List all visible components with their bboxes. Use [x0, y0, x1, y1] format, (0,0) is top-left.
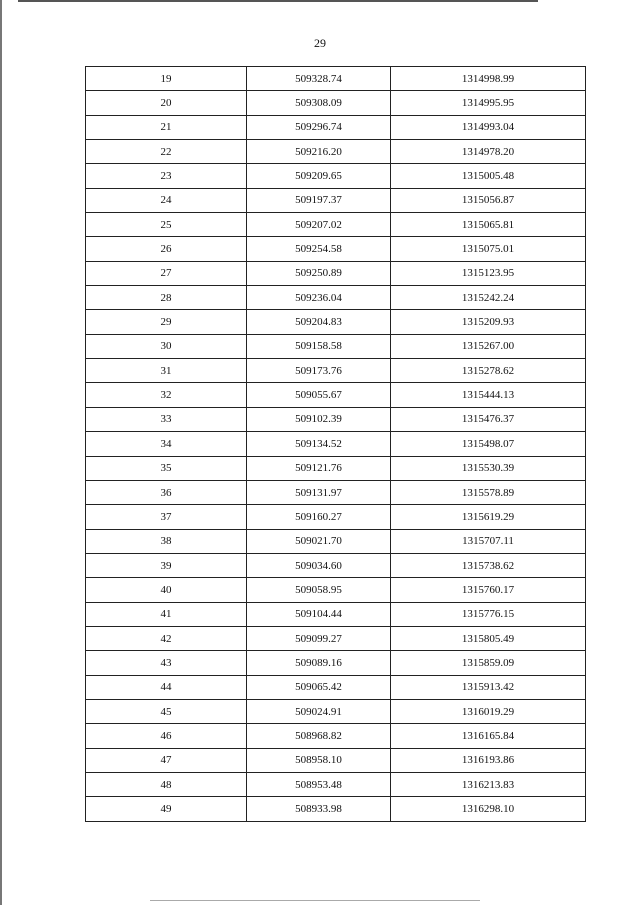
y-coordinate-cell: 1315476.37: [391, 407, 586, 431]
y-coordinate-cell: 1315242.24: [391, 286, 586, 310]
x-coordinate-cell: 509250.89: [247, 261, 391, 285]
table-row: [86, 164, 586, 188]
x-coordinate-cell: 509254.58: [247, 237, 391, 261]
point-number-cell: 46: [86, 724, 247, 748]
x-coordinate-cell: 509207.02: [247, 213, 391, 237]
point-number-cell: 22: [86, 140, 247, 164]
point-number-cell: 19: [86, 67, 247, 91]
x-coordinate-cell: 509024.91: [247, 699, 391, 723]
table-row: [86, 115, 586, 139]
x-coordinate-cell: 508953.48: [247, 772, 391, 796]
table-row: [86, 797, 586, 822]
scan-edge-left: [0, 0, 2, 905]
table-row: [86, 237, 586, 261]
x-coordinate-cell: 509121.76: [247, 456, 391, 480]
y-coordinate-cell: 1315444.13: [391, 383, 586, 407]
x-coordinate-cell: 509021.70: [247, 529, 391, 553]
table-row: [86, 334, 586, 358]
x-coordinate-cell: 509089.16: [247, 651, 391, 675]
point-number-cell: 47: [86, 748, 247, 772]
point-number-cell: 24: [86, 188, 247, 212]
scan-edge-bottom: [150, 900, 480, 901]
y-coordinate-cell: 1315065.81: [391, 213, 586, 237]
x-coordinate-cell: 509131.97: [247, 480, 391, 504]
point-number-cell: 29: [86, 310, 247, 334]
table-row: [86, 359, 586, 383]
x-coordinate-cell: 508968.82: [247, 724, 391, 748]
point-number-cell: 23: [86, 164, 247, 188]
point-number-cell: 38: [86, 529, 247, 553]
x-coordinate-cell: 509160.27: [247, 505, 391, 529]
point-number-cell: 41: [86, 602, 247, 626]
y-coordinate-cell: 1314978.20: [391, 140, 586, 164]
y-coordinate-cell: 1316298.10: [391, 797, 586, 822]
point-number-cell: 31: [86, 359, 247, 383]
y-coordinate-cell: 1315123.95: [391, 261, 586, 285]
x-coordinate-cell: 509158.58: [247, 334, 391, 358]
x-coordinate-cell: 508933.98: [247, 797, 391, 822]
point-number-cell: 30: [86, 334, 247, 358]
x-coordinate-cell: 509308.09: [247, 91, 391, 115]
point-number-cell: 44: [86, 675, 247, 699]
table-row: [86, 505, 586, 529]
table-row: [86, 383, 586, 407]
y-coordinate-cell: 1315619.29: [391, 505, 586, 529]
point-number-cell: 43: [86, 651, 247, 675]
table-row: [86, 699, 586, 723]
point-number-cell: 28: [86, 286, 247, 310]
x-coordinate-cell: 509055.67: [247, 383, 391, 407]
y-coordinate-cell: 1315805.49: [391, 626, 586, 650]
table-row: [86, 675, 586, 699]
y-coordinate-cell: 1314993.04: [391, 115, 586, 139]
x-coordinate-cell: 509099.27: [247, 626, 391, 650]
table-row: [86, 261, 586, 285]
point-number-cell: 25: [86, 213, 247, 237]
table-row: [86, 651, 586, 675]
point-number-cell: 26: [86, 237, 247, 261]
y-coordinate-cell: 1315707.11: [391, 529, 586, 553]
y-coordinate-cell: 1315075.01: [391, 237, 586, 261]
point-number-cell: 45: [86, 699, 247, 723]
table-row: [86, 91, 586, 115]
point-number-cell: 21: [86, 115, 247, 139]
x-coordinate-cell: 509236.04: [247, 286, 391, 310]
y-coordinate-cell: 1315776.15: [391, 602, 586, 626]
table-row: [86, 748, 586, 772]
x-coordinate-cell: 509173.76: [247, 359, 391, 383]
point-number-cell: 42: [86, 626, 247, 650]
y-coordinate-cell: 1315498.07: [391, 432, 586, 456]
y-coordinate-cell: 1315267.00: [391, 334, 586, 358]
y-coordinate-cell: 1315913.42: [391, 675, 586, 699]
point-number-cell: 32: [86, 383, 247, 407]
table-row: [86, 626, 586, 650]
table-row: [86, 432, 586, 456]
table-row: [86, 213, 586, 237]
coordinates-table-body: [86, 67, 586, 822]
page-number: 29: [314, 36, 326, 50]
point-number-cell: 37: [86, 505, 247, 529]
y-coordinate-cell: 1316019.29: [391, 699, 586, 723]
x-coordinate-cell: 509216.20: [247, 140, 391, 164]
x-coordinate-cell: 509065.42: [247, 675, 391, 699]
y-coordinate-cell: 1316165.84: [391, 724, 586, 748]
x-coordinate-cell: 509328.74: [247, 67, 391, 91]
table-row: [86, 188, 586, 212]
x-coordinate-cell: 509209.65: [247, 164, 391, 188]
x-coordinate-cell: 509104.44: [247, 602, 391, 626]
x-coordinate-cell: 509296.74: [247, 115, 391, 139]
table-row: [86, 456, 586, 480]
x-coordinate-cell: 509034.60: [247, 553, 391, 577]
table-row: [86, 67, 586, 91]
y-coordinate-cell: 1315578.89: [391, 480, 586, 504]
x-coordinate-cell: 509197.37: [247, 188, 391, 212]
point-number-cell: 33: [86, 407, 247, 431]
table-row: [86, 480, 586, 504]
point-number-cell: 27: [86, 261, 247, 285]
table-row: [86, 578, 586, 602]
x-coordinate-cell: 509134.52: [247, 432, 391, 456]
table-row: [86, 724, 586, 748]
point-number-cell: 40: [86, 578, 247, 602]
x-coordinate-cell: 509058.95: [247, 578, 391, 602]
coordinates-table: [85, 66, 586, 822]
point-number-cell: 48: [86, 772, 247, 796]
y-coordinate-cell: 1315760.17: [391, 578, 586, 602]
x-coordinate-cell: 509102.39: [247, 407, 391, 431]
table-row: [86, 407, 586, 431]
point-number-cell: 35: [86, 456, 247, 480]
y-coordinate-cell: 1315530.39: [391, 456, 586, 480]
x-coordinate-cell: 508958.10: [247, 748, 391, 772]
table-row: [86, 286, 586, 310]
y-coordinate-cell: 1316193.86: [391, 748, 586, 772]
y-coordinate-cell: 1316213.83: [391, 772, 586, 796]
x-coordinate-cell: 509204.83: [247, 310, 391, 334]
table-row: [86, 140, 586, 164]
table-row: [86, 602, 586, 626]
y-coordinate-cell: 1315738.62: [391, 553, 586, 577]
point-number-cell: 34: [86, 432, 247, 456]
table-row: [86, 310, 586, 334]
y-coordinate-cell: 1315278.62: [391, 359, 586, 383]
y-coordinate-cell: 1315005.48: [391, 164, 586, 188]
table-row: [86, 553, 586, 577]
table-row: [86, 772, 586, 796]
y-coordinate-cell: 1315209.93: [391, 310, 586, 334]
point-number-cell: 49: [86, 797, 247, 822]
y-coordinate-cell: 1314998.99: [391, 67, 586, 91]
y-coordinate-cell: 1314995.95: [391, 91, 586, 115]
y-coordinate-cell: 1315056.87: [391, 188, 586, 212]
point-number-cell: 20: [86, 91, 247, 115]
table-row: [86, 529, 586, 553]
point-number-cell: 39: [86, 553, 247, 577]
y-coordinate-cell: 1315859.09: [391, 651, 586, 675]
scan-edge-top: [18, 0, 538, 2]
point-number-cell: 36: [86, 480, 247, 504]
